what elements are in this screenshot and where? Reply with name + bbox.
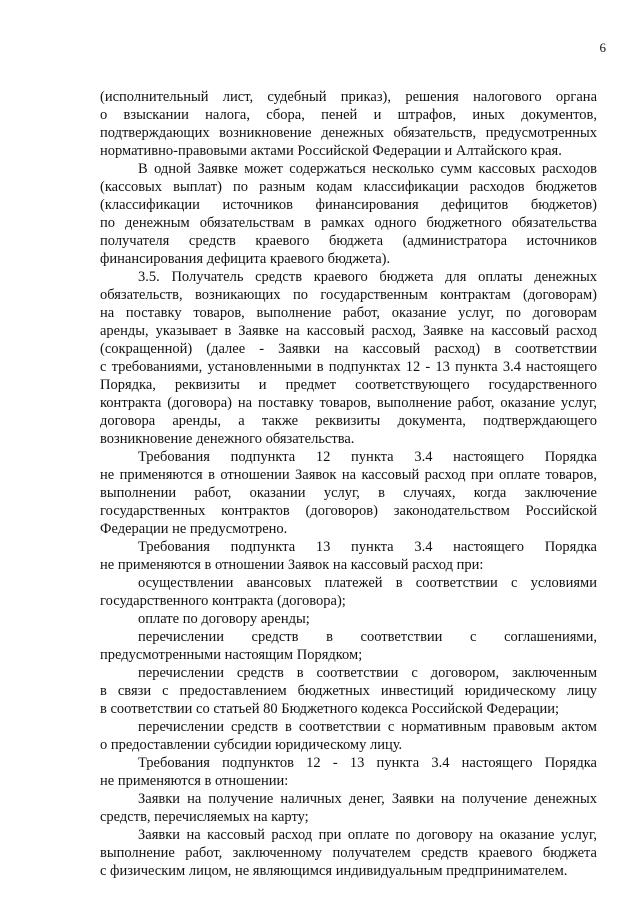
text-line: оплате по договору аренды; xyxy=(138,611,310,627)
text-line: Порядка, реквизиты и предмет соответствующего государственного xyxy=(100,377,597,393)
text-line: (исполнительный лист, судебный приказ), решения налогового органа xyxy=(100,89,597,105)
text-line: перечислении средств в соответствии с соглашениями, xyxy=(138,629,597,645)
text-line: Требования подпункта 13 пункта 3.4 настоящего Порядка xyxy=(138,539,597,555)
text-line: возникновение денежного обязательства. xyxy=(100,431,355,447)
text-line: финансирования дефицита краевого бюджета). xyxy=(100,251,391,267)
text-line: нормативно-правовыми актами Российской Федерации и Алтайского края. xyxy=(100,143,562,159)
text-line: договора аренды, а также реквизиты документа, подтверждающего xyxy=(100,413,597,429)
text-line: получателя средств краевого бюджета (администратора источников xyxy=(100,233,597,249)
text-line: не применяются в отношении Заявок на кассовый расход при: xyxy=(100,557,484,573)
text-line: аренды, указывает в Заявке на кассовый расход, Заявке на кассовый расход xyxy=(100,323,597,339)
text-line: не применяются в отношении: xyxy=(100,773,289,789)
text-line: с физическим лицом, не являющимся индивидуальным предпринимателем. xyxy=(100,863,568,879)
text-line: 3.5. Получатель средств краевого бюджета для оплаты денежных xyxy=(138,269,597,285)
text-line: подтверждающих возникновение денежных обязательств, предусмотренных xyxy=(100,125,597,141)
text-line: не применяются в отношении Заявок на кассовый расход при оплате товаров, xyxy=(100,467,597,483)
text-line: в связи с предоставлением бюджетных инвестиций юридическому лицу xyxy=(100,683,597,699)
text-line: с требованиями, установленными в подпунктах 12 - 13 пункта 3.4 настоящего xyxy=(100,359,597,375)
text-line: в соответствии со статьей 80 Бюджетного кодекса Российской Федерации; xyxy=(100,701,560,717)
text-line: государственных контрактов (договоров) законодательством Российской xyxy=(100,503,597,519)
text-line: предусмотренными настоящим Порядком; xyxy=(100,647,363,663)
text-line: Заявки на получение наличных денег, Заявки на получение денежных xyxy=(138,791,597,807)
text-line: выполнение работ, заключенному получателем средств краевого бюджета xyxy=(100,845,597,861)
text-line: В одной Заявке может содержаться несколько сумм кассовых расходов xyxy=(138,161,597,177)
text-line: государственного контракта (договора); xyxy=(100,593,346,609)
text-line: о взыскании налога, сбора, пеней и штрафов, иных документов, xyxy=(100,107,597,123)
text-line: контракта (договора) на поставку товаров, выполнение работ, оказание услуг, xyxy=(100,395,597,411)
text-line: на поставку товаров, выполнение работ, оказание услуг, по договорам xyxy=(100,305,597,321)
text-line: Заявки на кассовый расход при оплате по договору на оказание услуг, xyxy=(138,827,597,843)
text-line: Федерации не предусмотрено. xyxy=(100,521,288,537)
text-line: перечислении средств в соответствии с договором, заключенным xyxy=(138,665,597,681)
text-line: Требования подпунктов 12 - 13 пункта 3.4 настоящего Порядка xyxy=(138,755,597,771)
text-line: (классификации источников финансирования дефицитов бюджетов) xyxy=(100,197,597,213)
text-line: средств, перечисляемых на карту; xyxy=(100,809,309,825)
text-line: обязательств, возникающих по государственным контрактам (договорам) xyxy=(100,287,597,303)
text-line: (кассовых выплат) по разным кодам классификации расходов бюджетов xyxy=(100,179,597,195)
text-line: перечислении средств в соответствии с нормативным правовым актом xyxy=(138,719,597,735)
text-line: осуществлении авансовых платежей в соответствии с условиями xyxy=(138,575,597,591)
page-number: 6 xyxy=(599,40,606,55)
text-line: по денежным обязательствам в рамках одного бюджетного обязательства xyxy=(100,215,597,231)
document-body xyxy=(100,88,597,880)
text-line: Требования подпункта 12 пункта 3.4 настоящего Порядка xyxy=(138,449,597,465)
text-line: о предоставлении субсидии юридическому лицу. xyxy=(100,737,403,753)
text-line: выполнении работ, оказании услуг, в случаях, когда заключение xyxy=(100,485,597,501)
text-line: (сокращенной) (далее - Заявки на кассовый расход) в соответствии xyxy=(100,341,597,357)
